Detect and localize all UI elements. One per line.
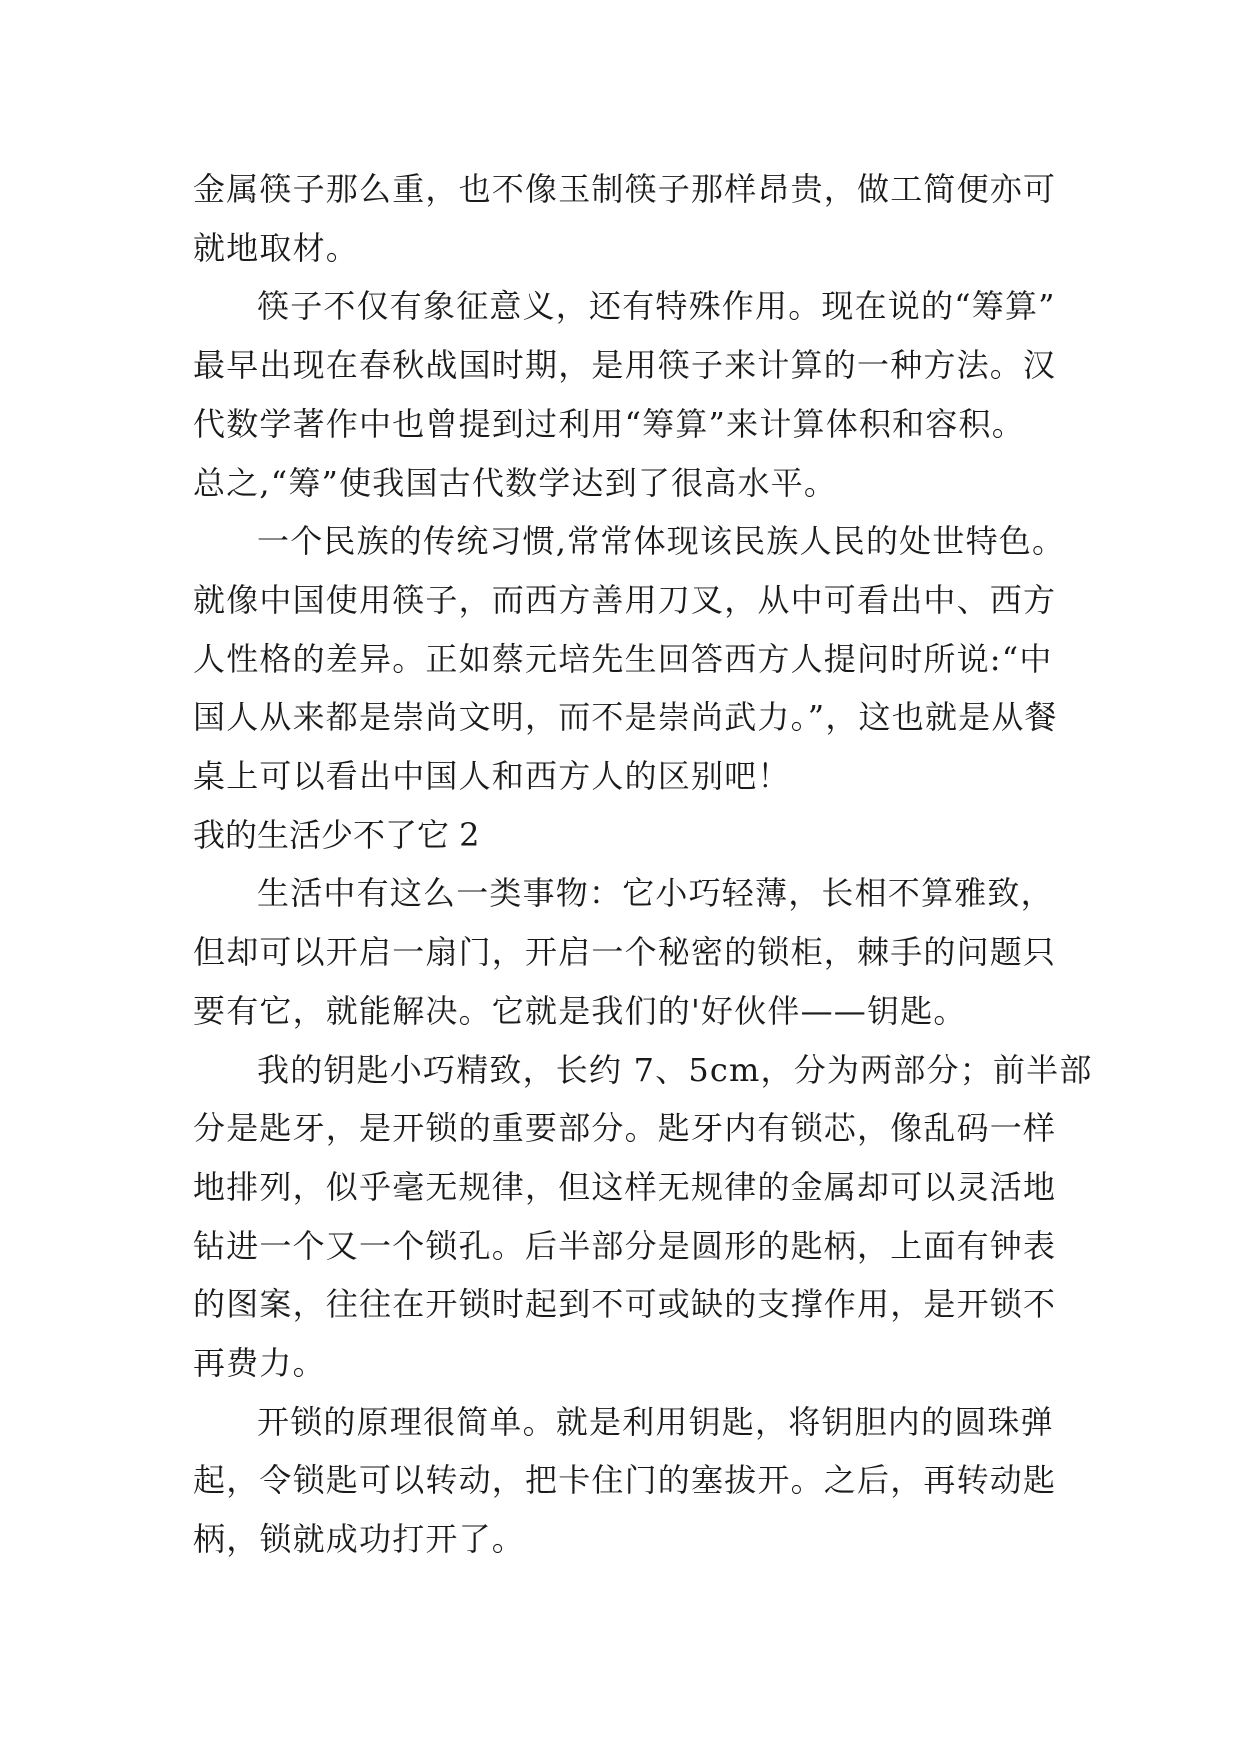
text-line: 要有它，就能解决。它就是我们的'好伙伴——钥匙。 xyxy=(193,991,967,1030)
text-line: 就地取材。 xyxy=(193,228,360,267)
text-line: 桌上可以看出中国人和西方人的区别吧！ xyxy=(193,757,791,796)
text-line: 国人从来都是崇尚文明，而不是崇尚武力。”，这也就是从餐 xyxy=(193,698,1058,737)
text-line: 起，令锁匙可以转动，把卡住门的塞拔开。之后，再转动匙 xyxy=(193,1461,1057,1500)
text-line: 柄，锁就成功打开了。 xyxy=(193,1520,526,1559)
text-line: 总之,“筹”使我国古代数学达到了很高水平。 xyxy=(193,463,838,502)
text-line: 代数学著作中也曾提到过利用“筹算”来计算体积和容积。 xyxy=(193,404,1025,443)
text-line: 分是匙牙，是开锁的重要部分。匙牙内有锁芯，像乱码一样 xyxy=(193,1109,1057,1148)
paragraph-start: 生活中有这么一类事物：它小巧轻薄，长相不算雅致， xyxy=(257,874,1054,913)
text-line: 但却可以开启一扇门，开启一个秘密的锁柜，棘手的问题只 xyxy=(193,933,1057,972)
text-line: 钻进一个又一个锁孔。后半部分是圆形的匙柄，上面有钟表 xyxy=(193,1226,1057,1265)
paragraph-start: 筷子不仅有象征意义，还有特殊作用。现在说的“筹算” xyxy=(257,287,1056,326)
text-line: 就像中国使用筷子，而西方善用刀叉，从中可看出中、西方 xyxy=(193,580,1057,619)
text-line: 的图案，往往在开锁时起到不可或缺的支撑作用，是开锁不 xyxy=(193,1285,1057,1324)
text-line: 再费力。 xyxy=(193,1344,326,1383)
text-line: 地排列，似乎毫无规律，但这样无规律的金属却可以灵活地 xyxy=(193,1167,1057,1206)
section-heading: 我的生活少不了它 2 xyxy=(193,815,480,854)
text-line: 最早出现在春秋战国时期，是用筷子来计算的一种方法。汉 xyxy=(193,346,1057,385)
paragraph-start: 我的钥匙小巧精致，长约 7、5cm，分为两部分；前半部 xyxy=(257,1050,1093,1089)
text-line: 金属筷子那么重，也不像玉制筷子那样昂贵，做工简便亦可 xyxy=(193,170,1057,208)
paragraph-start: 开锁的原理很简单。就是利用钥匙，将钥胆内的圆珠弹 xyxy=(257,1402,1054,1441)
text-line: 人性格的差异。正如蔡元培先生回答西方人提问时所说:“中 xyxy=(193,639,1053,678)
document-body xyxy=(193,160,1093,1569)
paragraph-start: 一个民族的传统习惯,常常体现该民族人民的处世特色。 xyxy=(257,522,1066,561)
